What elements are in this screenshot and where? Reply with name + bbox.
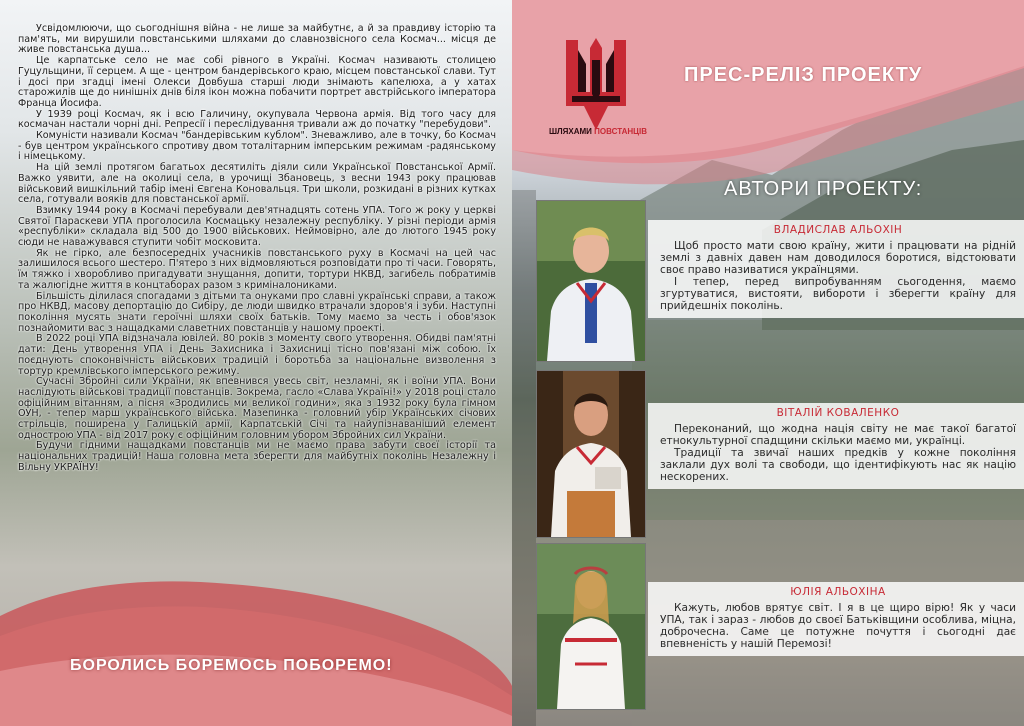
author-quote — [660, 423, 1016, 483]
article-paragraph: Це карпатське село не має собі рівного в Україні. Космач називають столицею Гуцульщини, її серцем. А ще - центром бандерівського краю, місцем повстанської слави. Тут і досі при згадці імені Олекси Довбуша старші люди знімають капелюха, а у хатах старожилів ще до нинішніх днів біля ікон можна побачити портрет австрійського імператора Франца Йосифа. — [18, 55, 496, 109]
author-quote-paragraph: Традиції та звичаї наших предків у кожне покоління заклали дух волі та свободи, що ідентифікують нас як націю нескорених. — [660, 447, 1016, 483]
author-quote — [660, 240, 1016, 312]
right-panel — [512, 0, 1024, 726]
author-quote-paragraph: І тепер, перед випробуванням сьогодення, маємо згуртуватися, вистояти, вибороти і зберегти країну для прийдешніх поколінь. — [660, 276, 1016, 312]
article-paragraph: Сучасні Збройні сили України, як впевнився увесь світ, незламні, як і воїни УПА. Вони наслідують військові традиції повстанців. Зокрема, гасло «Слава Україні!» у 2018 році стало офіційним вітанням, а пісня «Зродились ми великої години», яка з 1932 року була гімном ОУН, - тепер марш українського війська. Мазепинка - головний убір Українських січових стрільців, поширена у Галицькій армії, Карпатській Січі та найупізнаваніший елемент однострою УПА - від 2017 року є офіційним головним убором Збройних сил України. — [18, 376, 496, 441]
article-paragraph: У 1939 році Космач, як і всю Галичину, окупувала Червона армія. Від того часу для космачан настали чорні дні. Репресії і переслідування тривали аж до початку "перебудови". — [18, 108, 496, 131]
slogan: БОРОЛИСЬ БОРЕМОСЬ ПОБОРЕМО! — [70, 657, 393, 674]
author-name: ВІТАЛІЙ КОВАЛЕНКО — [776, 407, 900, 419]
author-quote-paragraph: Кажуть, любов врятує світ. І я в це щиро вірю! Як у часи УПА, так і зараз - любов до своєї Батьківщини особлива, міцна, доброчесна. Саме це потужне почуття і сьогодні дає впевненість у нашій Перемозі! — [660, 602, 1016, 650]
authors-heading: АВТОРИ ПРОЕКТУ: — [724, 178, 923, 200]
author-quote — [660, 602, 1016, 650]
author-photo-3 — [536, 543, 646, 710]
article-paragraph: В 2022 році УПА відзначала ювілей. 80 років з моменту свого утворення. Обидві пам'ятні дати: День утворення УПА і День Захисника і Захисниці тісно пов'язані між собою. Їх поєднують споконвічність військових традицій і боротьба за національне визволення з тортур кремлівського імперського режиму. — [18, 333, 496, 377]
press-release-title: ПРЕС-РЕЛІЗ ПРОЕКТУ — [684, 64, 923, 86]
article-paragraph: Будучи гідними нащадками повстанців ми не маємо права забути своєї історії та національних традицій! Наша головна мета зберегти для майбутніх поколінь Незалежну і Вільну УКРАЇНУ! — [18, 440, 496, 473]
author-name: ЮЛІЯ АЛЬОХІНА — [790, 586, 886, 598]
article-paragraph: Взимку 1944 року в Космачі перебували дев'ятнадцять сотень УПА. Того ж року у церкві Святої Параскеви УПА проголосила Космацьку незалежну республіку. У різні періоди армія «республіки» складала від 500 до 1900 військових. Неймовірно, але до лютого 1945 року сюди не наважувався ступити чобіт московита. — [18, 204, 496, 249]
author-photo-1 — [536, 200, 646, 362]
author-card-2 — [648, 403, 1024, 489]
logo-caption — [543, 127, 653, 136]
author-quote-paragraph: Щоб просто мати свою країну, жити і працювати на рідній землі з давніх давен нам доводилося боротися, відстоювати своє право називатися українцями. — [660, 240, 1016, 276]
article-paragraph: Усвідомлюючи, що сьогоднішня війна - не лише за майбутнє, а й за правдиву історію та пам'ять, ми вирушили повстанськими шляхами до славнозвісного села Космач... місця де живе повстанська душа... — [18, 23, 496, 56]
article-paragraph: Комуністи називали Космач "бандерівським кублом". Зневажливо, але в точку, бо Космач - був центром українського спротиву двом тоталітарним імперським режимам -радянському і німецькому. — [18, 130, 496, 163]
logo-text-red: ПОВСТАНЦІВ — [594, 127, 647, 136]
article-body — [18, 24, 496, 474]
author-photo-2 — [536, 370, 646, 538]
author-name: ВЛАДИСЛАВ АЛЬОХІН — [773, 224, 903, 236]
logo-text-black: ШЛЯХАМИ — [549, 127, 592, 136]
article-paragraph: Як не гірко, але безпосередніх учасників повстанського руху в Космачі на цей час залишилося всього шестеро. П'ятеро з них відмовляються розповідати про ті часи. Говорять, їм тяжко і хворобливо пригадувати знущання, допити, тортури НКВД, загибель побратимів та жалюгідне життя в концтаборах разом з криміналониками. — [18, 247, 496, 291]
author-card-1 — [648, 220, 1024, 318]
article-paragraph: На цій землі протягом багатьох десятиліть діяли сили Української Повстанської Армії. Важко уявити, але на околиці села, в урочищі Збановець, з весни 1943 року працював військовий вишкільний табір імені Євгена Коновальця. Три школи, розкидані в різних кутках села, готували вояків для повстанської армії. — [18, 162, 496, 206]
trident-logo — [546, 30, 646, 140]
author-card-3 — [648, 582, 1024, 656]
author-quote-paragraph: Переконаний, що жодна нація світу не має такої багатої етнокультурної спадщини скільки маємо ми, українці. — [660, 423, 1016, 447]
red-earth-decoration — [0, 576, 512, 726]
article-paragraph: Більшість ділилася спогадами з дітьми та онуками про славні українські справи, а також про НКВД, масову депортацію до Сибіру, де люди швидко втрачали здоров'я і зуби. Наступні покоління мусять знати героїчні шляхи своїх батьків. Тому маємо за честь і обов'язок познайомити вас з нащадками славетних повстанців у нашому проекті. — [18, 290, 496, 334]
